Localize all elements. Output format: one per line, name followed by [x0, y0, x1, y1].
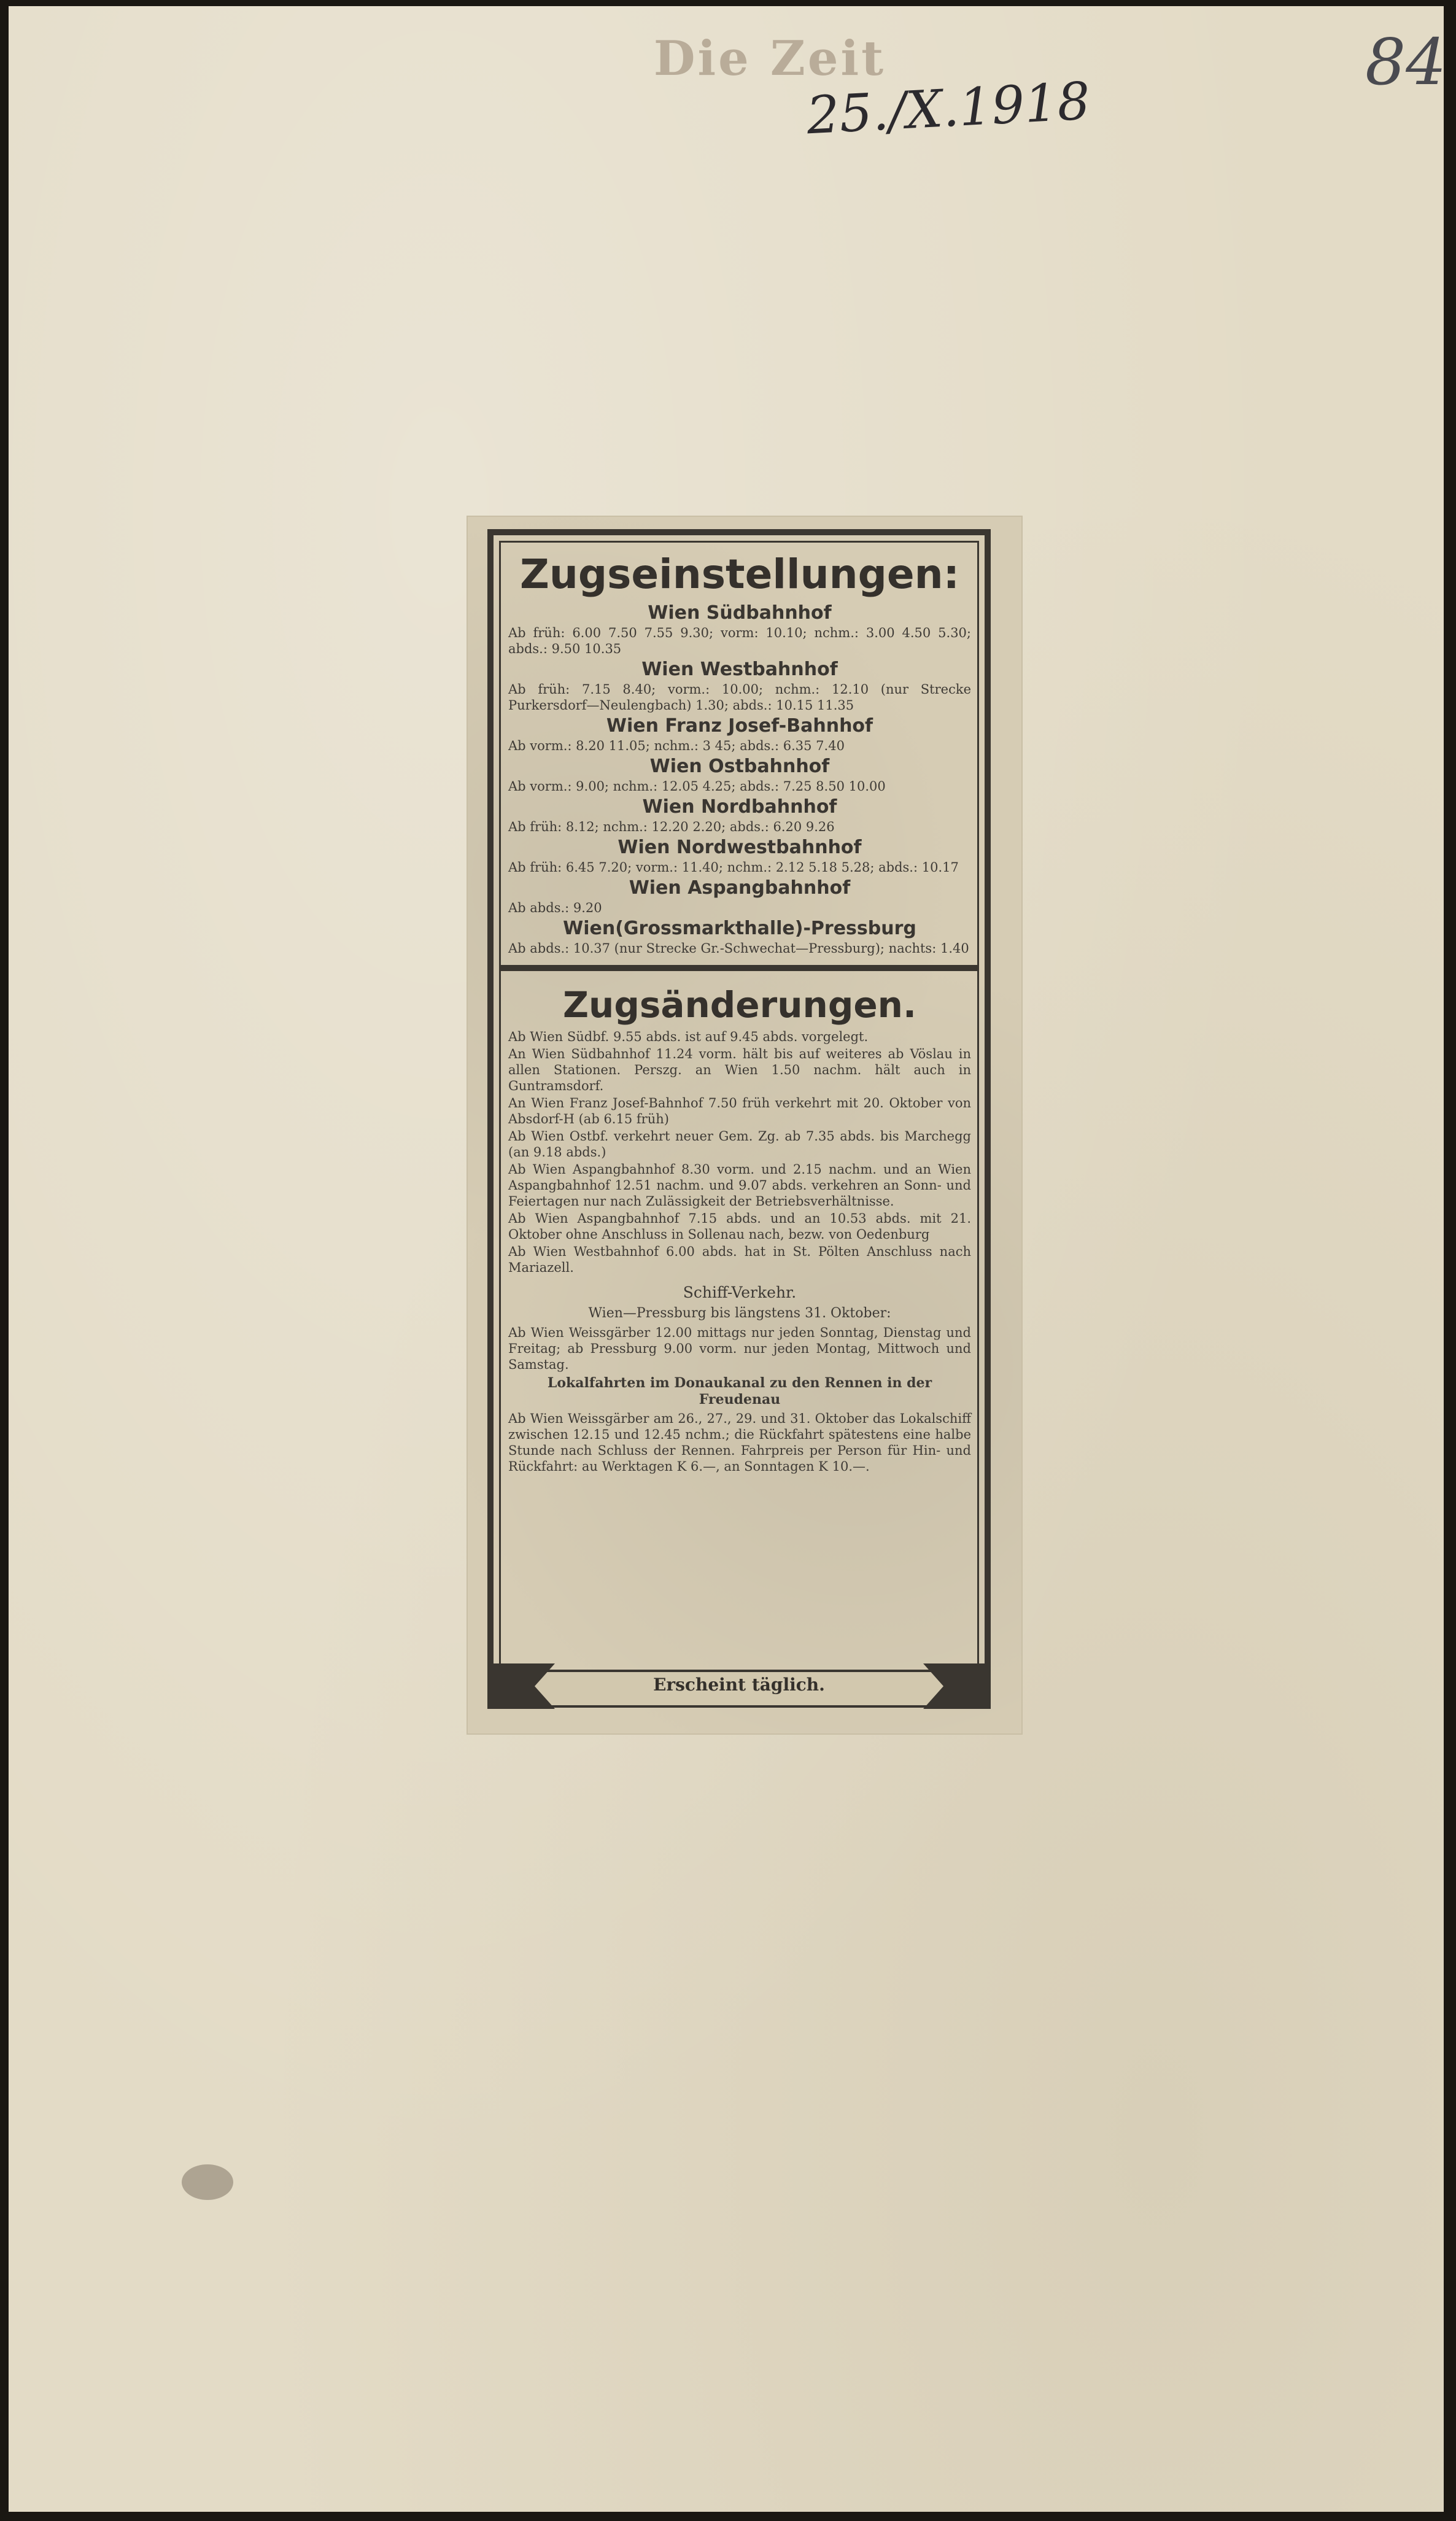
folio-number: 84	[1365, 25, 1447, 99]
station-heading: Wien Nordwestbahnhof	[618, 837, 862, 858]
newspaper-stamp: Die Zeit	[653, 31, 886, 87]
station-times: Ab früh: 8.12; nchm.: 12.20 2.20; abds.: 6.20 9.26	[508, 819, 835, 834]
station-heading: Wien Nordbahnhof	[642, 796, 837, 818]
ship-schedule: Ab Wien Weissgärber 12.00 mittags nur jeden Sonntag, Dienstag und Freitag; ab Pressburg 9.00 vorm. nur jeden Montag, Mittwoch und Samstag.	[508, 1325, 971, 1372]
station-times: Ab vorm.: 8.20 11.05; nchm.: 3 45; abds.: 6.35 7.40	[508, 738, 845, 753]
closures-title: Zugseinstellungen:	[520, 551, 959, 598]
clipping-content	[508, 550, 971, 1476]
closure-block	[508, 714, 971, 754]
newspaper-clipping	[468, 517, 1021, 1733]
change-item: An Wien Südbahnhof 11.24 vorm. hält bis auf weiteres ab Vöslau in allen Stationen. Perszg. an Wien 1.50 nachm. hält auch in Guntramsdorf.	[508, 1047, 971, 1093]
closure-block	[508, 877, 971, 916]
changes-list	[508, 1029, 971, 1276]
ship-title: Schiff-Verkehr.	[683, 1284, 797, 1301]
station-heading: Wien Ostbahnhof	[649, 756, 830, 777]
station-heading: Wien(Grossmarkthalle)-Pressburg	[563, 918, 916, 939]
station-heading: Wien Franz Josef-Bahnhof	[606, 715, 873, 737]
closure-block	[508, 658, 971, 713]
closure-block	[508, 917, 971, 956]
station-times: Ab abds.: 10.37 (nur Strecke Gr.-Schwechat—Pressburg); nachts: 1.40	[508, 941, 969, 956]
station-times: Ab vorm.: 9.00; nchm.: 12.05 4.25; abds.: 7.25 8.50 10.00	[508, 779, 886, 794]
local-trips-title: Lokalfahrten im Donaukanal zu den Rennen in der Freudenau	[547, 1375, 932, 1408]
closure-block	[508, 836, 971, 875]
change-item: Ab Wien Westbahnhof 6.00 abds. hat in St. Pölten Anschluss nach Mariazell.	[508, 1244, 971, 1275]
handwritten-date: 25./X.1918	[805, 71, 1092, 146]
ink-blot	[182, 2164, 233, 2200]
footer-banner	[487, 1663, 991, 1709]
station-times: Ab abds.: 9.20	[508, 900, 602, 915]
station-heading: Wien Südbahnhof	[648, 602, 832, 624]
ship-route: Wien—Pressburg bis längstens 31. Oktober:	[588, 1306, 891, 1321]
footer-text: Erscheint täglich.	[653, 1675, 825, 1695]
change-item: Ab Wien Aspangbahnhof 7.15 abds. und an 10.53 abds. mit 21. Oktober ohne Anschluss in Sollenau nach, bezw. von Oedenburg	[508, 1211, 971, 1242]
station-heading: Wien Aspangbahnhof	[629, 877, 851, 899]
change-item: Ab Wien Südbf. 9.55 abds. ist auf 9.45 abds. vorgelegt.	[508, 1029, 869, 1044]
closure-block	[508, 602, 971, 657]
station-times: Ab früh: 6.45 7.20; vorm.: 11.40; nchm.: 2.12 5.18 5.28; abds.: 10.17	[508, 860, 959, 875]
station-heading: Wien Westbahnhof	[641, 659, 838, 680]
divider-rule	[501, 965, 978, 971]
station-times: Ab früh: 6.00 7.50 7.55 9.30; vorm: 10.10; nchm.: 3.00 4.50 5.30; abds.: 9.50 10.35	[508, 625, 971, 656]
archive-sheet	[9, 6, 1447, 2512]
change-item: Ab Wien Ostbf. verkehrt neuer Gem. Zg. ab 7.35 abds. bis Marchegg (an 9.18 abds.)	[508, 1129, 971, 1160]
change-item: An Wien Franz Josef-Bahnhof 7.50 früh verkehrt mit 20. Oktober von Absdorf-H (ab 6.15 früh)	[508, 1096, 971, 1126]
station-times: Ab früh: 7.15 8.40; vorm.: 10.00; nchm.: 12.10 (nur Strecke Purkersdorf—Neulengbach) 1.30; abds.: 10.15 11.35	[508, 682, 971, 713]
change-item: Ab Wien Aspangbahnhof 8.30 vorm. und 2.15 nachm. und an Wien Aspangbahnhof 12.51 nachm. und 9.07 abds. verkehren an Sonn- und Feiertagen nur nach Zulässigkeit der Betriebsverhältnisse.	[508, 1162, 971, 1209]
local-trips-text: Ab Wien Weissgärber am 26., 27., 29. und 31. Oktober das Lokalschiff zwischen 12.15 und 12.45 nchm.; die Rückfahrt spätestens eine halbe Stunde nach Schluss der Rennen. Fahrpreis per Person für Hin- und Rückfahrt: au Werktagen K 6.—, an Sonntagen K 10.—.	[508, 1411, 971, 1474]
closure-block	[508, 755, 971, 794]
changes-title: Zugsänderungen.	[562, 984, 917, 1026]
closure-block	[508, 796, 971, 835]
closures-list	[508, 602, 971, 956]
